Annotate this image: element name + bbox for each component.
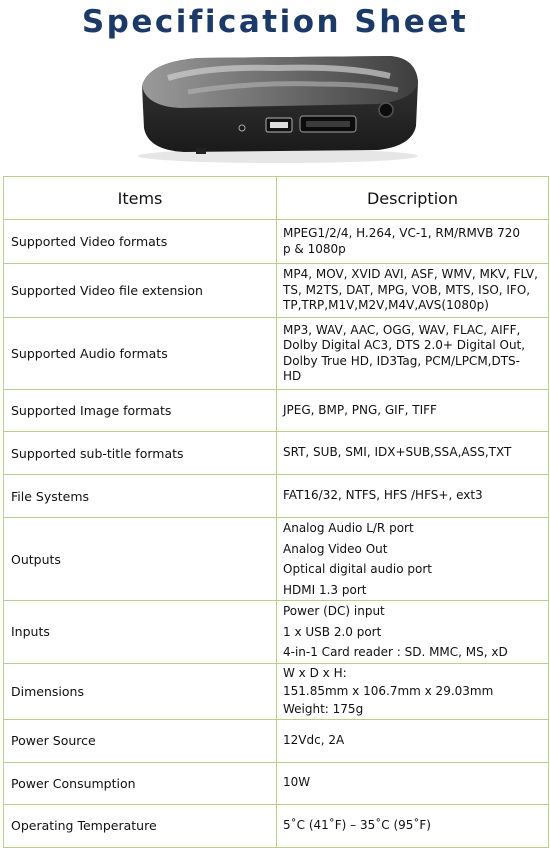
table-row (4, 390, 549, 432)
description-line: p & 1080p (283, 241, 346, 256)
items-column-header: Items (4, 177, 277, 220)
description-cell (277, 601, 549, 664)
description-line: HD (283, 369, 302, 383)
description-line: MP4, MOV, XVID AVI, ASF, WMV, MKV, FLV, (283, 267, 538, 282)
description-line: HDMI 1.3 port (283, 582, 367, 597)
table-row (4, 432, 549, 475)
description-line: Optical digital audio port (283, 562, 432, 576)
item-cell: Outputs (4, 518, 277, 601)
item-cell: Supported Video file extension (4, 264, 277, 318)
description-cell (277, 663, 549, 719)
description-line: MP3, WAV, AAC, OGG, WAV, FLAC, AIFF, (283, 322, 521, 337)
page-title: Specification Sheet (81, 4, 469, 40)
item-cell: Supported Video formats (4, 220, 277, 264)
item-cell: File Systems (4, 475, 277, 518)
description-column-header: Description (277, 177, 549, 220)
item-cell: Supported Image formats (4, 390, 277, 432)
description-line: MPEG1/2/4, H.264, VC-1, RM/RMVB 720 (283, 226, 521, 240)
item-cell: Supported sub-title formats (4, 432, 277, 475)
item-cell: Dimensions (4, 663, 277, 719)
item-cell: Supported Audio formats (4, 318, 277, 390)
table-row (4, 601, 549, 664)
table-header-row (4, 177, 549, 220)
description-line: JPEG, BMP, PNG, GIF, TIFF (283, 402, 437, 417)
description-line: SRT, SUB, SMI, IDX+SUB,SSA,ASS,TXT (283, 445, 512, 460)
item-cell: Inputs (4, 601, 277, 664)
table-row (4, 264, 549, 318)
description-cell (277, 804, 549, 847)
description-line: 1 x USB 2.0 port (283, 624, 382, 639)
item-cell: Operating Temperature (4, 804, 277, 847)
description-cell (277, 475, 549, 518)
description-cell (277, 719, 549, 762)
description-cell (277, 762, 549, 804)
description-cell (277, 220, 549, 264)
description-line: 5˚C (41˚F) – 35˚C (95˚F) (283, 817, 431, 832)
specification-table (3, 176, 549, 848)
description-line: 10W (283, 775, 311, 790)
description-line: Power (DC) input (283, 604, 385, 618)
description-line: W x D x H: (283, 666, 347, 680)
table-row (4, 804, 549, 847)
description-line: TP,TRP,M1V,M2V,M4V,AVS(1080p) (283, 298, 489, 313)
description-line: FAT16/32, NTFS, HFS /HFS+, ext3 (283, 488, 483, 503)
description-line: Analog Video Out (283, 541, 388, 556)
description-cell (277, 318, 549, 390)
table-row (4, 762, 549, 804)
item-cell: Power Consumption (4, 762, 277, 804)
table-row (4, 719, 549, 762)
description-line: 151.85mm x 106.7mm x 29.03mm (283, 684, 494, 698)
description-line: Weight: 175g (283, 702, 364, 716)
description-line: 12Vdc, 2A (283, 732, 345, 747)
description-line: Dolby True HD, ID3Tag, PCM/LPCM,DTS- (283, 353, 520, 368)
item-cell: Power Source (4, 719, 277, 762)
table-row (4, 475, 549, 518)
table-row (4, 518, 549, 601)
media-player-device-image (128, 48, 428, 168)
description-line: Analog Audio L/R port (283, 521, 414, 535)
description-cell (277, 390, 549, 432)
description-cell (277, 264, 549, 318)
table-row (4, 220, 549, 264)
description-line: 4-in-1 Card reader : SD. MMC, MS, xD (283, 645, 508, 659)
description-cell (277, 518, 549, 601)
table-row (4, 663, 549, 719)
description-line: Dolby Digital AC3, DTS 2.0+ Digital Out, (283, 338, 526, 352)
description-line: TS, M2TS, DAT, MPG, VOB, MTS, ISO, IFO, (283, 282, 531, 297)
description-cell (277, 432, 549, 475)
table-row (4, 318, 549, 390)
